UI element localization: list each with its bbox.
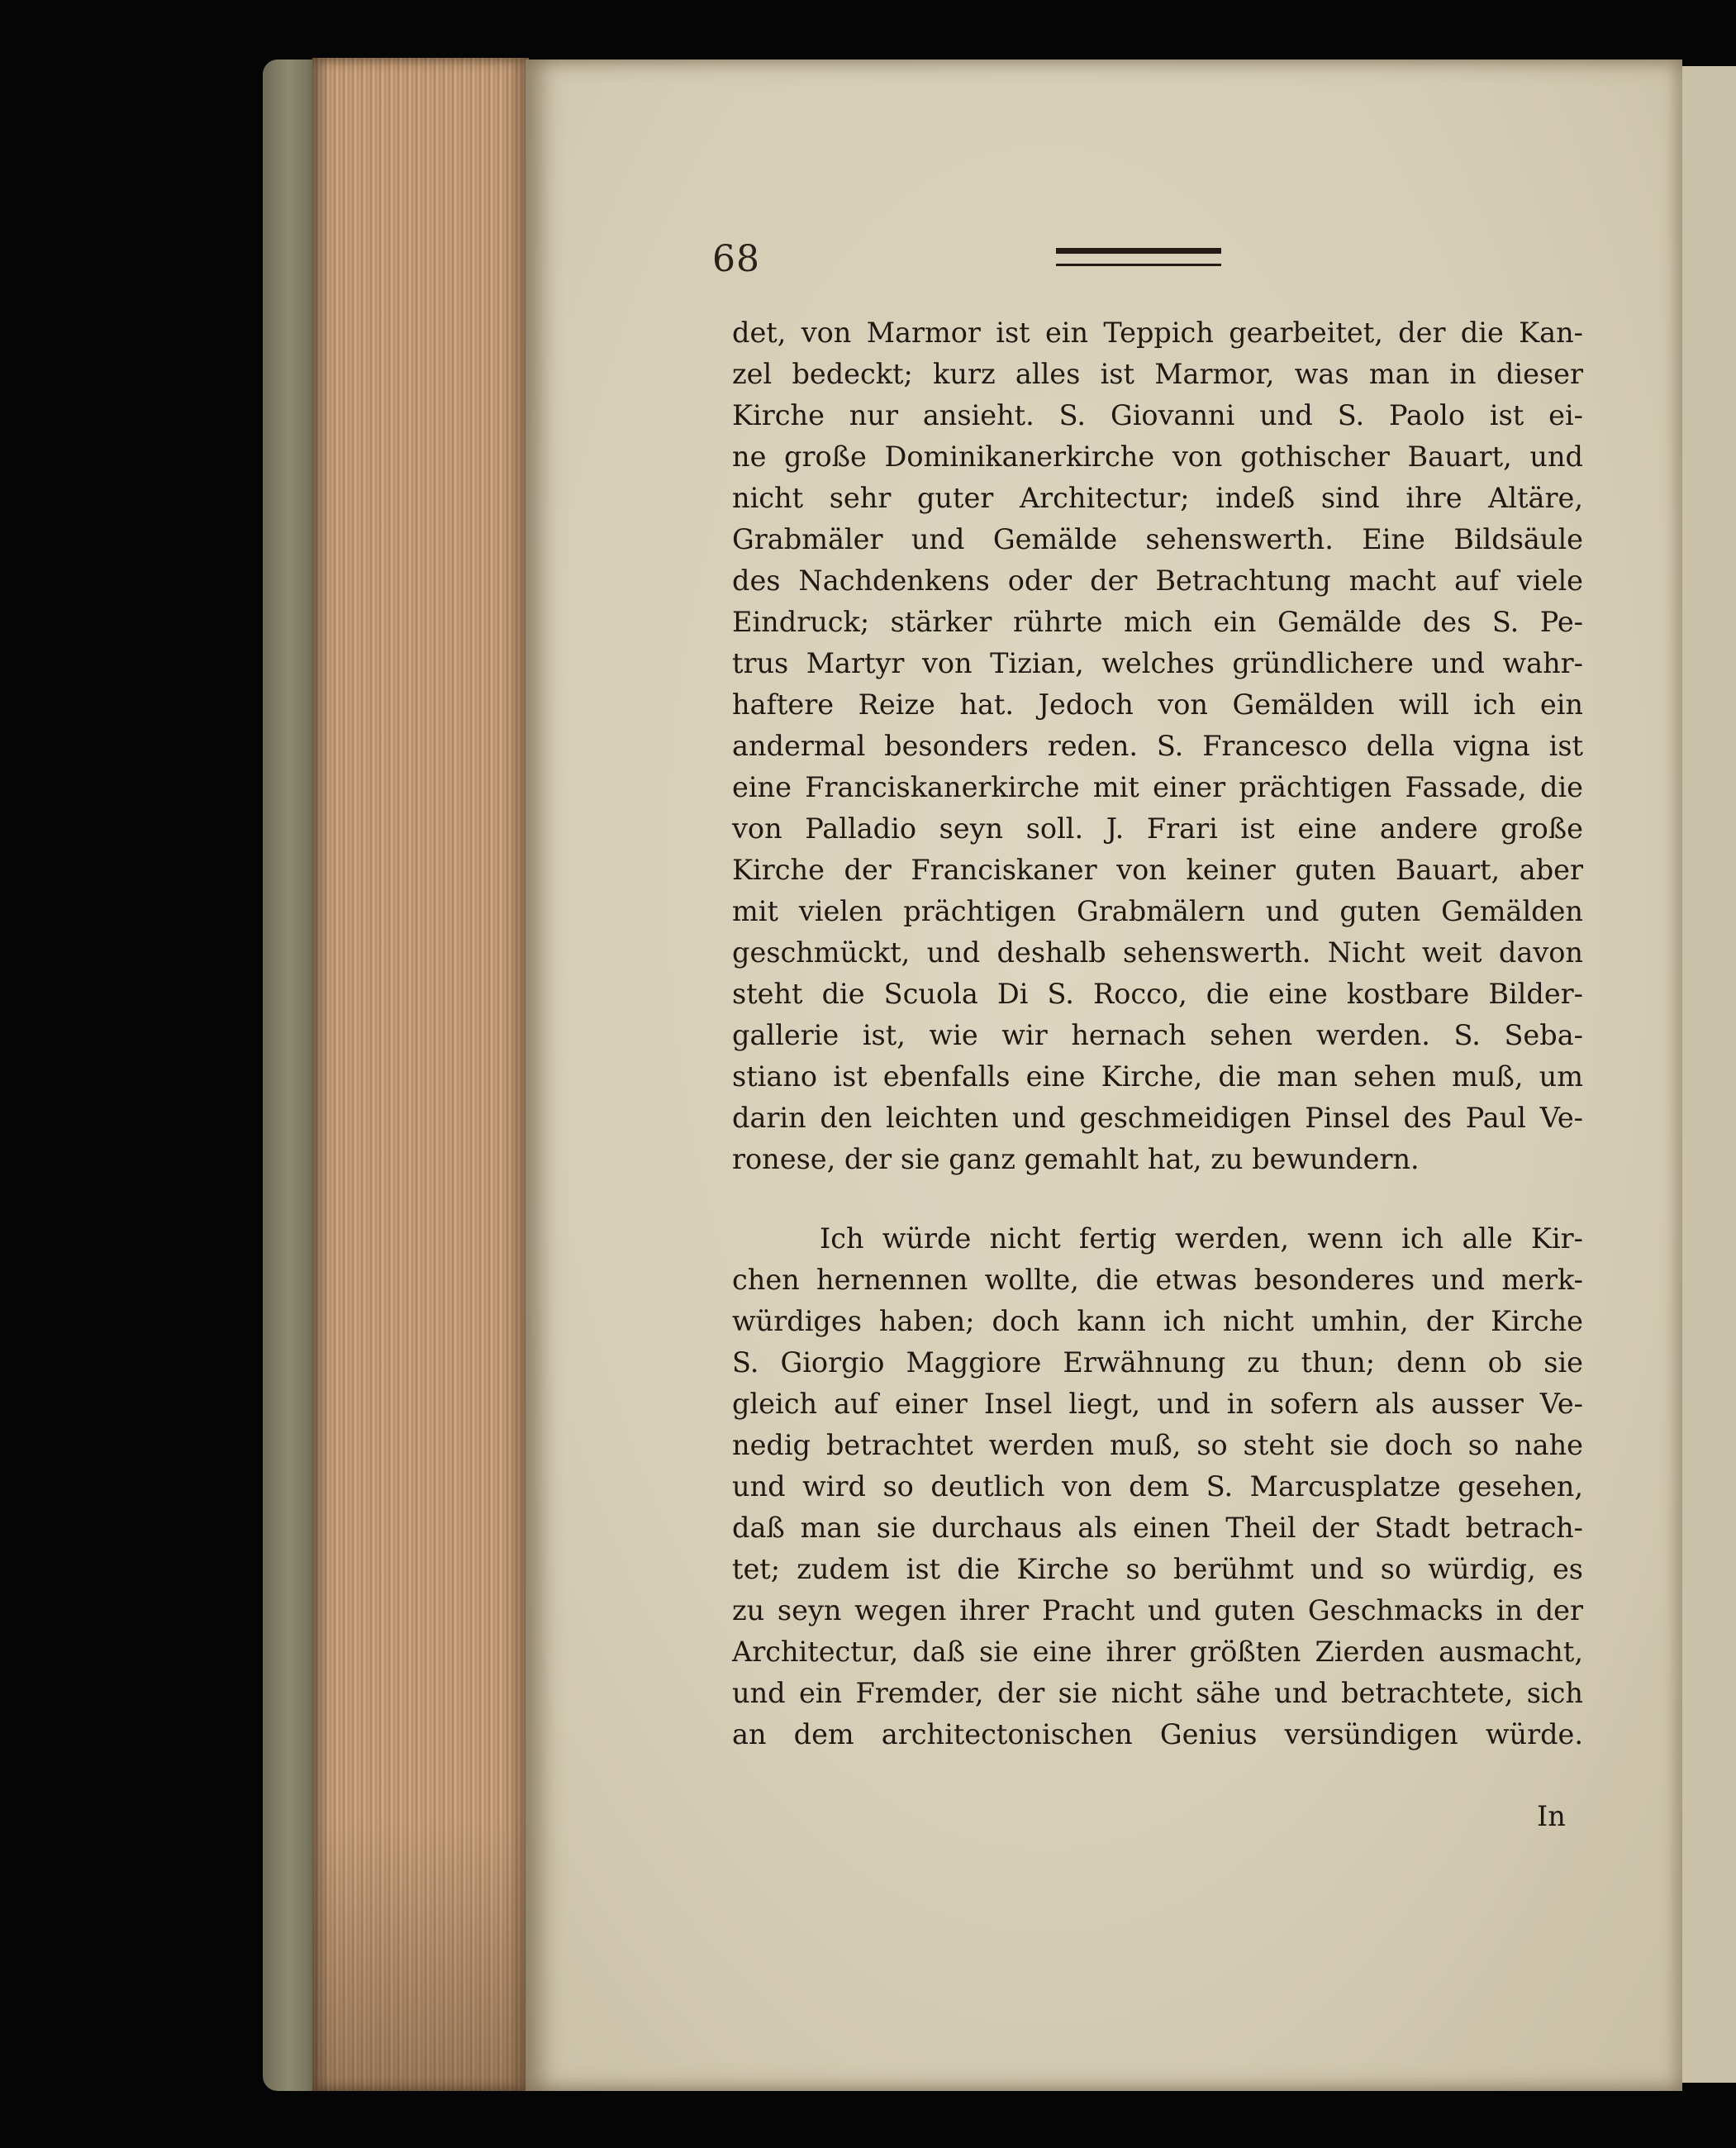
text-line: von Palladio seyn soll. J. Frari ist eine andere große: [732, 812, 1583, 845]
text-line: Ich würde nicht fertig werden, wenn ich alle Kir-: [820, 1222, 1583, 1255]
body-text: [732, 312, 1583, 1755]
text-line: tet; zudem ist die Kirche so berühmt und so würdig, es: [732, 1553, 1583, 1585]
text-line: zel bedeckt; kurz alles ist Marmor, was man in dieser: [732, 358, 1583, 390]
text-line: daß man sie durchaus als einen Theil der Stadt betrach-: [732, 1512, 1583, 1544]
paragraph-1: [732, 312, 1583, 1180]
text-line: gleich auf einer Insel liegt, und in sofern als ausser Ve-: [732, 1388, 1583, 1420]
text-line: trus Martyr von Tizian, welches gründlichere und wahr-: [732, 647, 1583, 679]
text-line: und wird so deutlich von dem S. Marcusplatze gesehen,: [732, 1470, 1583, 1503]
text-line: und ein Fremder, der sie nicht sähe und betrachtete, sich: [732, 1677, 1583, 1709]
text-line: stiano ist ebenfalls eine Kirche, die man sehen muß, um: [732, 1060, 1583, 1093]
text-line: gallerie ist, wie wir hernach sehen werden. S. Seba-: [732, 1019, 1583, 1051]
text-line: ronese, der sie ganz gemahlt hat, zu bewundern.: [732, 1143, 1420, 1175]
text-line: Grabmäler und Gemälde sehenswerth. Eine Bildsäule: [732, 523, 1583, 555]
text-line: zu seyn wegen ihrer Pracht und guten Geschmacks in der: [732, 1594, 1583, 1626]
paragraph-2: [732, 1218, 1583, 1755]
text-line: Architectur, daß sie eine ihrer größten Zierden ausmacht,: [732, 1636, 1583, 1668]
header-rule: [1056, 248, 1221, 266]
page-edges: [312, 58, 529, 2091]
facing-page-edge: [1682, 66, 1736, 2083]
text-line: mit vielen prächtigen Grabmälern und guten Gemälden: [732, 895, 1583, 927]
text-line: geschmückt, und deshalb sehenswerth. Nicht weit davon: [732, 936, 1583, 969]
text-line: haftere Reize hat. Jedoch von Gemälden will ich ein: [732, 688, 1583, 721]
text-line: andermal besonders reden. S. Francesco della vigna ist: [732, 730, 1583, 762]
text-line: des Nachdenkens oder der Betrachtung macht auf viele: [732, 564, 1583, 597]
text-line: S. Giorgio Maggiore Erwähnung zu thun; denn ob sie: [732, 1346, 1583, 1379]
text-line: ne große Dominikanerkirche von gothischer Bauart, und: [732, 441, 1583, 473]
text-line: an dem architectonischen Genius versündigen würde.: [732, 1718, 1583, 1750]
text-line: Kirche nur ansieht. S. Giovanni und S. Paolo ist ei-: [732, 399, 1583, 431]
text-line: nedig betrachtet werden muß, so steht sie doch so nahe: [732, 1429, 1583, 1461]
text-line: eine Franciskanerkirche mit einer prächtigen Fassade, die: [732, 771, 1583, 803]
page-number: 68: [712, 238, 760, 280]
paragraph-gap: [732, 1180, 1583, 1218]
text-line: chen hernennen wollte, die etwas besonderes und merk-: [732, 1264, 1583, 1296]
catchword: In: [1537, 1800, 1566, 1832]
text-line: Eindruck; stärker rührte mich ein Gemälde des S. Pe-: [732, 606, 1583, 638]
page-edges-shadow: [312, 1818, 529, 2091]
text-line: Kirche der Franciskaner von keiner guten Bauart, aber: [732, 854, 1583, 886]
text-line: darin den leichten und geschmeidigen Pinsel des Paul Ve-: [732, 1102, 1583, 1134]
text-line: det, von Marmor ist ein Teppich gearbeitet, der die Kan-: [732, 317, 1583, 349]
text-line: würdiges haben; doch kann ich nicht umhin, der Kirche: [732, 1305, 1583, 1337]
text-line: nicht sehr guter Architectur; indeß sind ihre Altäre,: [732, 482, 1583, 514]
text-line: steht die Scuola Di S. Rocco, die eine kostbare Bilder-: [732, 978, 1583, 1010]
